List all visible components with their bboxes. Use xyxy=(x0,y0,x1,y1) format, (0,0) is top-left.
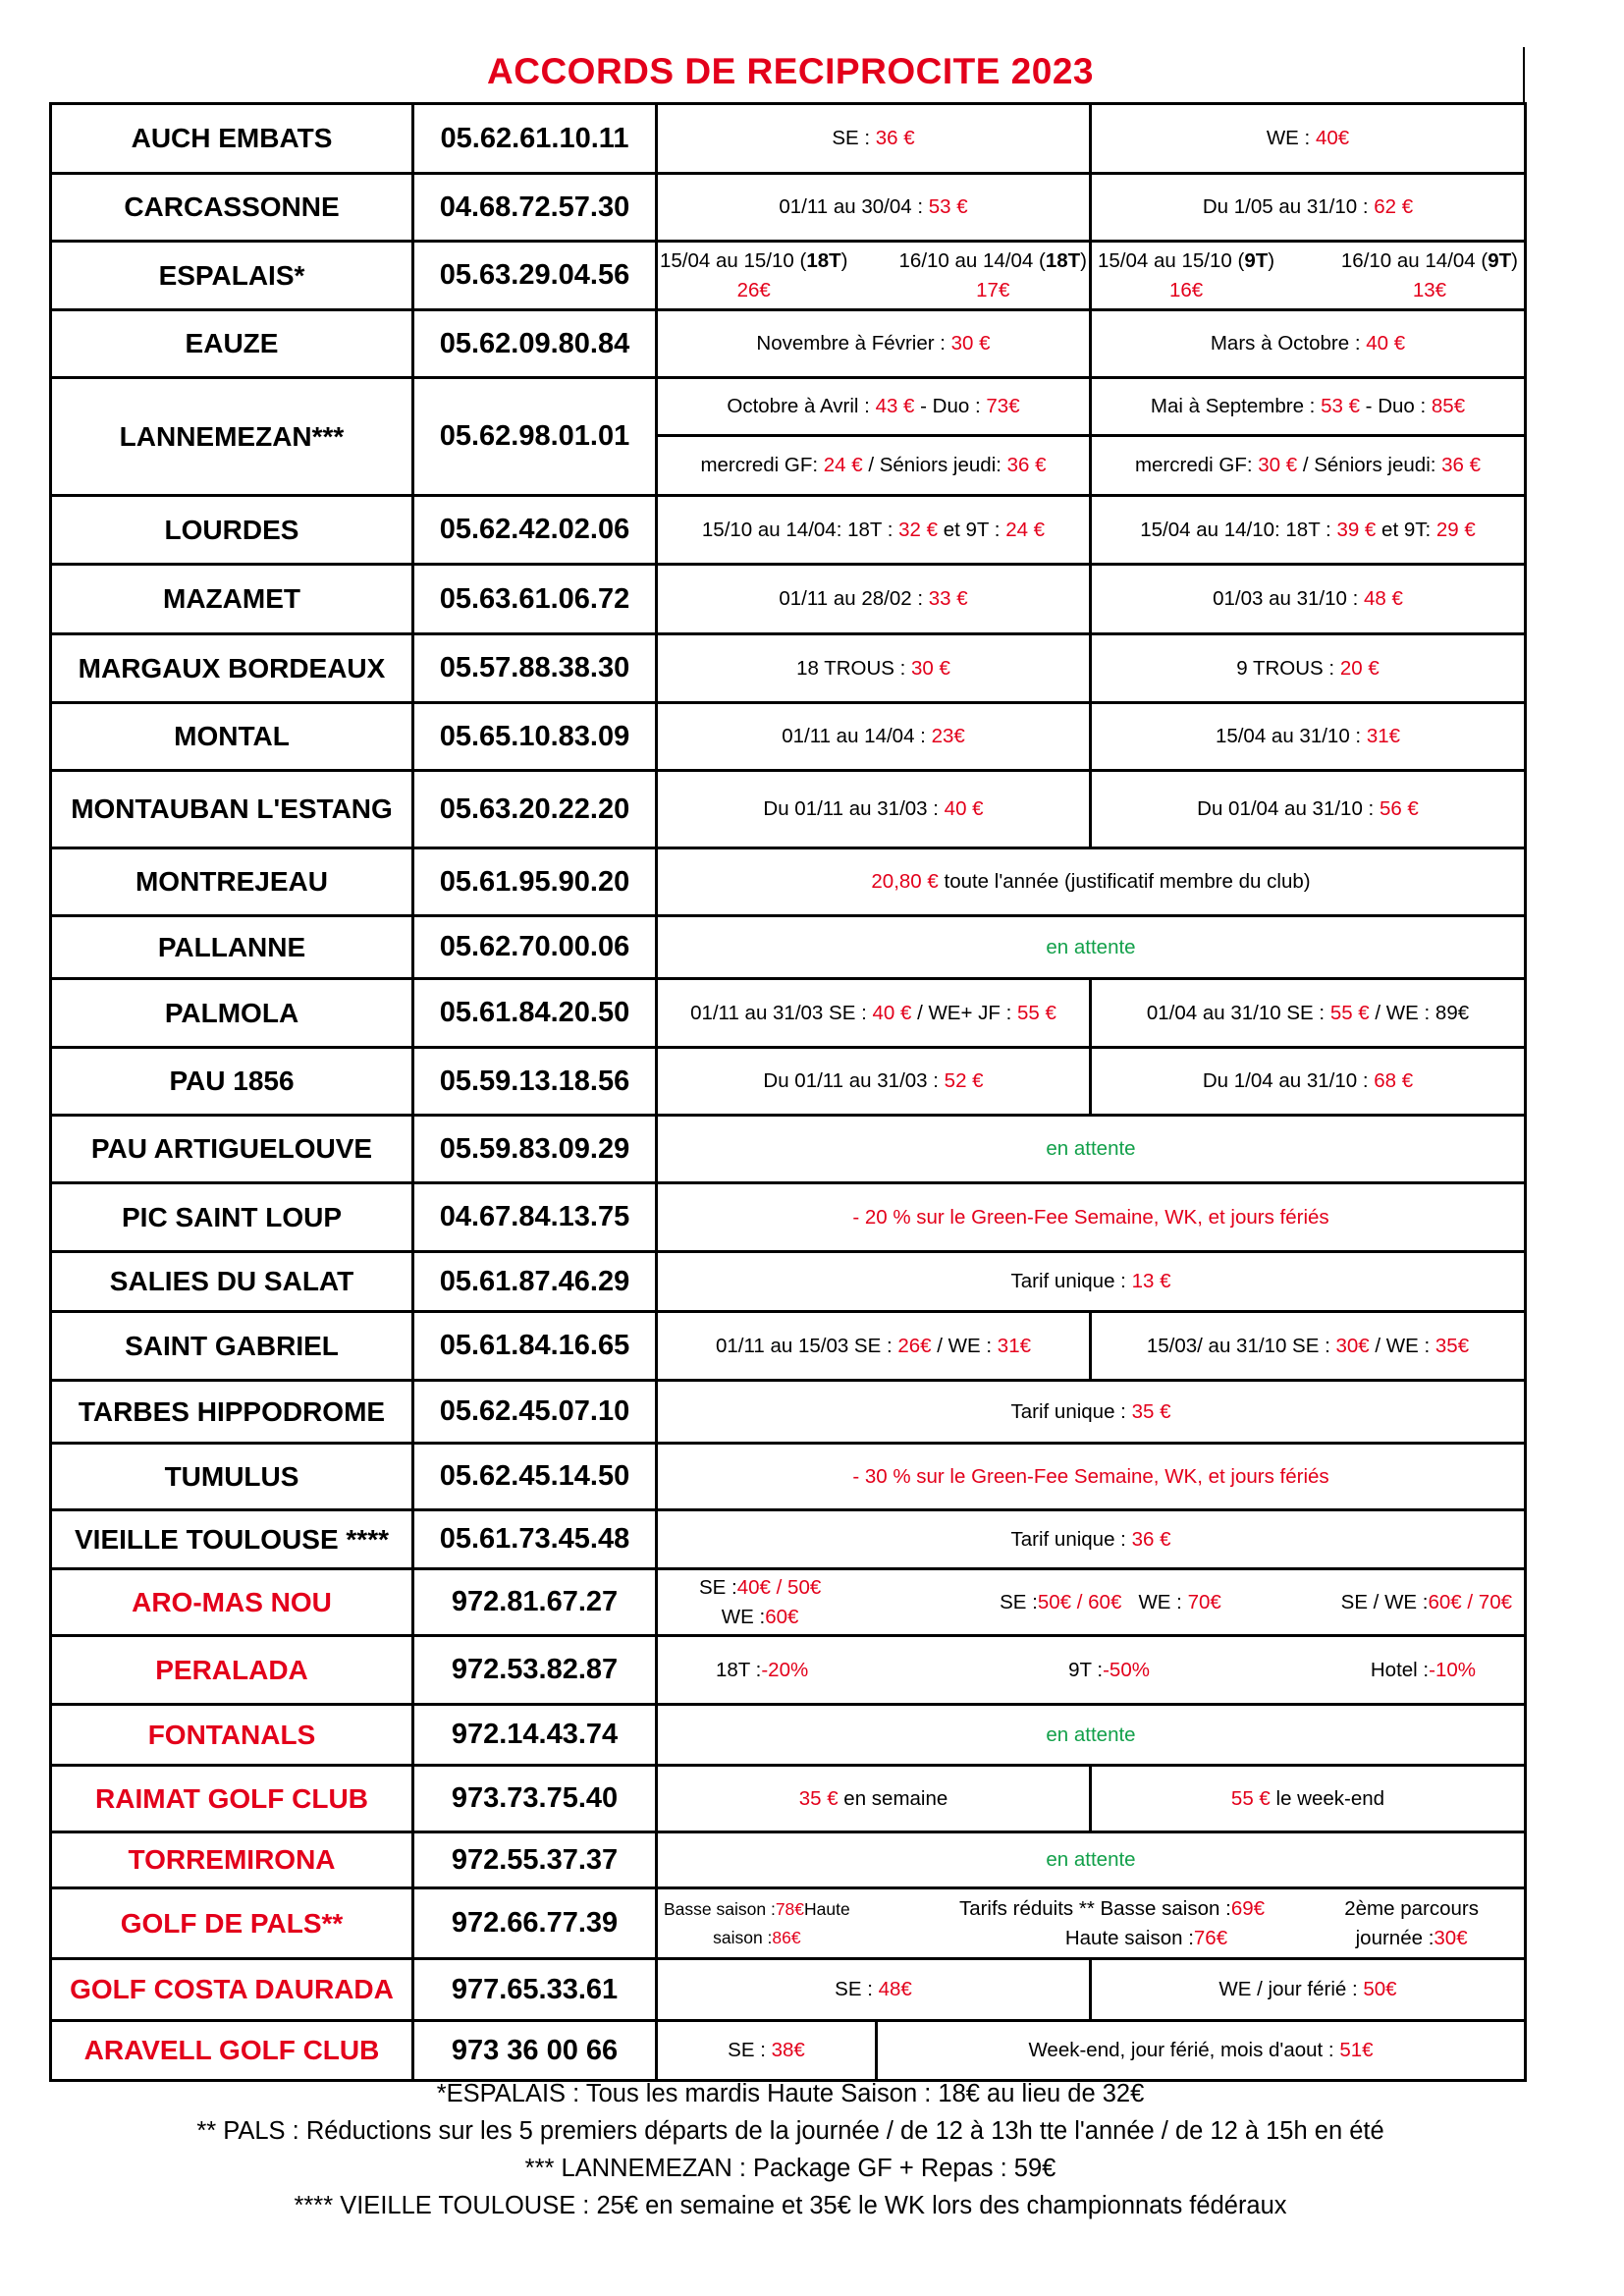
rate-cell: WE / jour férié : 50€ xyxy=(1091,1959,1526,2021)
club-phone: 05.62.70.00.06 xyxy=(413,916,657,979)
rate-cell: Octobre à Avril : 43 € - Duo : 73€ xyxy=(657,378,1091,436)
rate-cell: 15/03/ au 31/10 SE : 30€ / WE : 35€ xyxy=(1091,1312,1526,1381)
discount-text: - 20 % sur le Green-Fee Semaine, WK, et jours fériés xyxy=(657,1183,1526,1252)
rate-cell: Du 1/05 au 31/10 : 62 € xyxy=(1091,174,1526,242)
club-phone: 05.57.88.38.30 xyxy=(413,634,657,703)
rate-cell: Du 1/04 au 31/10 : 68 € xyxy=(1091,1048,1526,1116)
rate-cell: Tarif unique : 35 € xyxy=(657,1381,1526,1444)
table-row xyxy=(51,1636,1526,1705)
rate-block: SE :40€ / 50€ WE :60€ xyxy=(699,1575,822,1628)
rate-block: SE : 38€ xyxy=(658,2022,878,2079)
rate-block: 9T :-50% xyxy=(1068,1658,1150,1681)
period-block: 15/04 au 15/10 (9T) 16€ xyxy=(1098,248,1275,301)
table-row xyxy=(51,1048,1526,1116)
table-row xyxy=(51,1705,1526,1766)
rate-cell: SE : 48€ xyxy=(657,1959,1091,2021)
club-name: SALIES DU SALAT xyxy=(51,1252,413,1312)
club-name: LANNEMEZAN*** xyxy=(51,378,413,496)
club-phone: 05.62.45.14.50 xyxy=(413,1444,657,1510)
club-phone: 05.61.87.46.29 xyxy=(413,1252,657,1312)
club-phone: 977.65.33.61 xyxy=(413,1959,657,2021)
club-name: PIC SAINT LOUP xyxy=(51,1183,413,1252)
rate-cell: Du 01/04 au 31/10 : 56 € xyxy=(1091,771,1526,848)
rate-cell: Mars à Octobre : 40 € xyxy=(1091,310,1526,378)
club-phone: 05.65.10.83.09 xyxy=(413,703,657,771)
rate-block: SE / WE :60€ / 70€ xyxy=(1340,1590,1512,1613)
table-row xyxy=(51,242,1526,310)
club-phone: 05.61.84.16.65 xyxy=(413,1312,657,1381)
club-name: MAZAMET xyxy=(51,565,413,634)
page-title: ACCORDS DE RECIPROCITE 2023 xyxy=(487,51,1094,91)
table-row xyxy=(51,174,1526,242)
rate-block: 2ème parcours journée :30€ xyxy=(1344,1896,1479,1949)
club-name: SAINT GABRIEL xyxy=(51,1312,413,1381)
club-name: EAUZE xyxy=(51,310,413,378)
club-name: GOLF DE PALS** xyxy=(51,1888,413,1959)
club-name: TORREMIRONA xyxy=(51,1832,413,1888)
club-name: CARCASSONNE xyxy=(51,174,413,242)
club-phone: 972.55.37.37 xyxy=(413,1832,657,1888)
club-phone: 972.66.77.39 xyxy=(413,1888,657,1959)
rate-block: Week-end, jour férié, mois d'aout : 51€ xyxy=(1028,2039,1374,2062)
rate-cell: 9 TROUS : 20 € xyxy=(1091,634,1526,703)
header-border-line xyxy=(1523,47,1525,102)
club-phone: 05.62.42.02.06 xyxy=(413,496,657,565)
club-name: PAU 1856 xyxy=(51,1048,413,1116)
rate-cell: 01/11 au 14/04 : 23€ xyxy=(657,703,1091,771)
club-name: MONTAUBAN L'ESTANG xyxy=(51,771,413,848)
rate-block: 18T :-20% xyxy=(716,1658,809,1681)
club-phone: 04.68.72.57.30 xyxy=(413,174,657,242)
rate-cell: WE : 40€ xyxy=(1091,104,1526,174)
rate-cell xyxy=(657,1888,1526,1959)
rate-cell: 15/04 au 31/10 : 31€ xyxy=(1091,703,1526,771)
club-phone: 05.61.84.20.50 xyxy=(413,979,657,1048)
rate-cell: SE : 36 € xyxy=(657,104,1091,174)
club-phone: 05.61.73.45.48 xyxy=(413,1510,657,1569)
rate-cell: Du 01/11 au 31/03 : 40 € xyxy=(657,771,1091,848)
club-phone: 05.59.13.18.56 xyxy=(413,1048,657,1116)
club-phone: 05.62.61.10.11 xyxy=(413,104,657,174)
footnote-pals: ** PALS : Réductions sur les 5 premiers départs de la journée / de 12 à 13h tte l'année / de 12 à 15h en été xyxy=(196,2117,1384,2145)
footnote-vieille-toulouse: **** VIEILLE TOULOUSE : 25€ en semaine et 35€ le WK lors des championnats fédéraux xyxy=(294,2192,1287,2219)
rate-cell: 01/11 au 15/03 SE : 26€ / WE : 31€ xyxy=(657,1312,1091,1381)
footnote-espalais: *ESPALAIS : Tous les mardis Haute Saison : 18€ au lieu de 32€ xyxy=(436,2080,1145,2107)
club-name: PERALADA xyxy=(51,1636,413,1705)
club-name: VIEILLE TOULOUSE **** xyxy=(51,1510,413,1569)
pending-status: en attente xyxy=(657,1832,1526,1888)
rate-cell: 15/10 au 14/04: 18T : 32 € et 9T : 24 € xyxy=(657,496,1091,565)
pending-status: en attente xyxy=(657,1116,1526,1183)
table-row xyxy=(51,1312,1526,1381)
pending-status: en attente xyxy=(657,1705,1526,1766)
club-phone: 05.61.95.90.20 xyxy=(413,848,657,916)
club-name: MARGAUX BORDEAUX xyxy=(51,634,413,703)
table-row xyxy=(51,1888,1526,1959)
rate-cell: 55 € le week-end xyxy=(1091,1766,1526,1832)
footnote-lannemezan: *** LANNEMEZAN : Package GF + Repas : 59€ xyxy=(524,2155,1056,2182)
club-phone: 05.63.61.06.72 xyxy=(413,565,657,634)
discount-text: - 30 % sur le Green-Fee Semaine, WK, et jours fériés xyxy=(657,1444,1526,1510)
table-row xyxy=(51,496,1526,565)
rate-cell: 20,80 € toute l'année (justificatif membre du club) xyxy=(657,848,1526,916)
club-phone: 973 36 00 66 xyxy=(413,2021,657,2081)
rate-cell xyxy=(657,242,1091,310)
table-row xyxy=(51,848,1526,916)
club-phone: 972.81.67.27 xyxy=(413,1569,657,1636)
club-phone: 973.73.75.40 xyxy=(413,1766,657,1832)
club-name: PAU ARTIGUELOUVE xyxy=(51,1116,413,1183)
club-name: ARAVELL GOLF CLUB xyxy=(51,2021,413,2081)
club-name: ESPALAIS* xyxy=(51,242,413,310)
table-row xyxy=(51,1252,1526,1312)
club-phone: 05.63.20.22.20 xyxy=(413,771,657,848)
footnotes xyxy=(0,2075,1581,2224)
club-phone: 05.62.45.07.10 xyxy=(413,1381,657,1444)
club-phone: 05.62.98.01.01 xyxy=(413,378,657,496)
rate-block: Basse saison :78€Haute saison :86€ xyxy=(664,1898,850,1947)
table-row xyxy=(51,1444,1526,1510)
period-block: 16/10 au 14/04 (18T) 17€ xyxy=(898,248,1087,301)
rate-block: Hotel :-10% xyxy=(1370,1658,1476,1681)
table-row xyxy=(51,771,1526,848)
table-row xyxy=(51,104,1526,174)
table-row xyxy=(51,1183,1526,1252)
rate-cell xyxy=(657,1569,1526,1636)
table-row xyxy=(51,1116,1526,1183)
club-phone: 05.63.29.04.56 xyxy=(413,242,657,310)
club-name: PALLANNE xyxy=(51,916,413,979)
club-name: PALMOLA xyxy=(51,979,413,1048)
club-phone: 05.62.09.80.84 xyxy=(413,310,657,378)
club-name: TUMULUS xyxy=(51,1444,413,1510)
rate-cell xyxy=(1091,242,1526,310)
rate-cell: 15/04 au 14/10: 18T : 39 € et 9T: 29 € xyxy=(1091,496,1526,565)
rate-cell xyxy=(657,2021,1526,2081)
club-name: MONTAL xyxy=(51,703,413,771)
club-name: LOURDES xyxy=(51,496,413,565)
rate-cell: 18 TROUS : 30 € xyxy=(657,634,1091,703)
rate-cell: 01/11 au 30/04 : 53 € xyxy=(657,174,1091,242)
table-row xyxy=(51,634,1526,703)
rate-cell xyxy=(657,1636,1526,1705)
table-row xyxy=(51,916,1526,979)
table-row xyxy=(51,1510,1526,1569)
rate-cell: 01/11 au 28/02 : 33 € xyxy=(657,565,1091,634)
rate-cell: 35 € en semaine xyxy=(657,1766,1091,1832)
table-row xyxy=(51,1959,1526,2021)
club-name: GOLF COSTA DAURADA xyxy=(51,1959,413,2021)
table-row xyxy=(51,565,1526,634)
reciprocity-table xyxy=(49,102,1527,2082)
club-name: FONTANALS xyxy=(51,1705,413,1766)
club-name: TARBES HIPPODROME xyxy=(51,1381,413,1444)
club-name: RAIMAT GOLF CLUB xyxy=(51,1766,413,1832)
club-name: MONTREJEAU xyxy=(51,848,413,916)
club-phone: 972.53.82.87 xyxy=(413,1636,657,1705)
club-phone: 05.59.83.09.29 xyxy=(413,1116,657,1183)
table-row xyxy=(51,1569,1526,1636)
rate-cell: Tarif unique : 13 € xyxy=(657,1252,1526,1312)
rate-cell: Novembre à Février : 30 € xyxy=(657,310,1091,378)
club-name: AUCH EMBATS xyxy=(51,104,413,174)
rate-cell: 01/04 au 31/10 SE : 55 € / WE : 89€ xyxy=(1091,979,1526,1048)
rate-cell: 01/11 au 31/03 SE : 40 € / WE+ JF : 55 € xyxy=(657,979,1091,1048)
club-phone: 04.67.84.13.75 xyxy=(413,1183,657,1252)
period-block: 16/10 au 14/04 (9T) 13€ xyxy=(1340,248,1518,301)
period-block: 15/04 au 15/10 (18T) 26€ xyxy=(660,248,848,301)
table-row xyxy=(51,378,1526,436)
table-row xyxy=(51,1766,1526,1832)
rate-cell: 01/03 au 31/10 : 48 € xyxy=(1091,565,1526,634)
table-row xyxy=(51,1832,1526,1888)
rate-cell: Tarif unique : 36 € xyxy=(657,1510,1526,1569)
rate-cell: Du 01/11 au 31/03 : 52 € xyxy=(657,1048,1091,1116)
table-row xyxy=(51,2021,1526,2081)
club-phone: 972.14.43.74 xyxy=(413,1705,657,1766)
table-row xyxy=(51,310,1526,378)
rate-cell: mercredi GF: 24 € / Séniors jeudi: 36 € xyxy=(657,436,1091,496)
rate-block: Tarifs réduits ** Basse saison :69€ Haute saison :76€ xyxy=(958,1896,1266,1949)
rate-cell: mercredi GF: 30 € / Séniors jeudi: 36 € xyxy=(1091,436,1526,496)
table-row xyxy=(51,979,1526,1048)
rate-block: SE :50€ / 60€ WE : 70€ xyxy=(1000,1590,1221,1613)
club-name: ARO-MAS NOU xyxy=(51,1569,413,1636)
table-row xyxy=(51,1381,1526,1444)
table-row xyxy=(51,703,1526,771)
rate-cell: Mai à Septembre : 53 € - Duo : 85€ xyxy=(1091,378,1526,436)
pending-status: en attente xyxy=(657,916,1526,979)
